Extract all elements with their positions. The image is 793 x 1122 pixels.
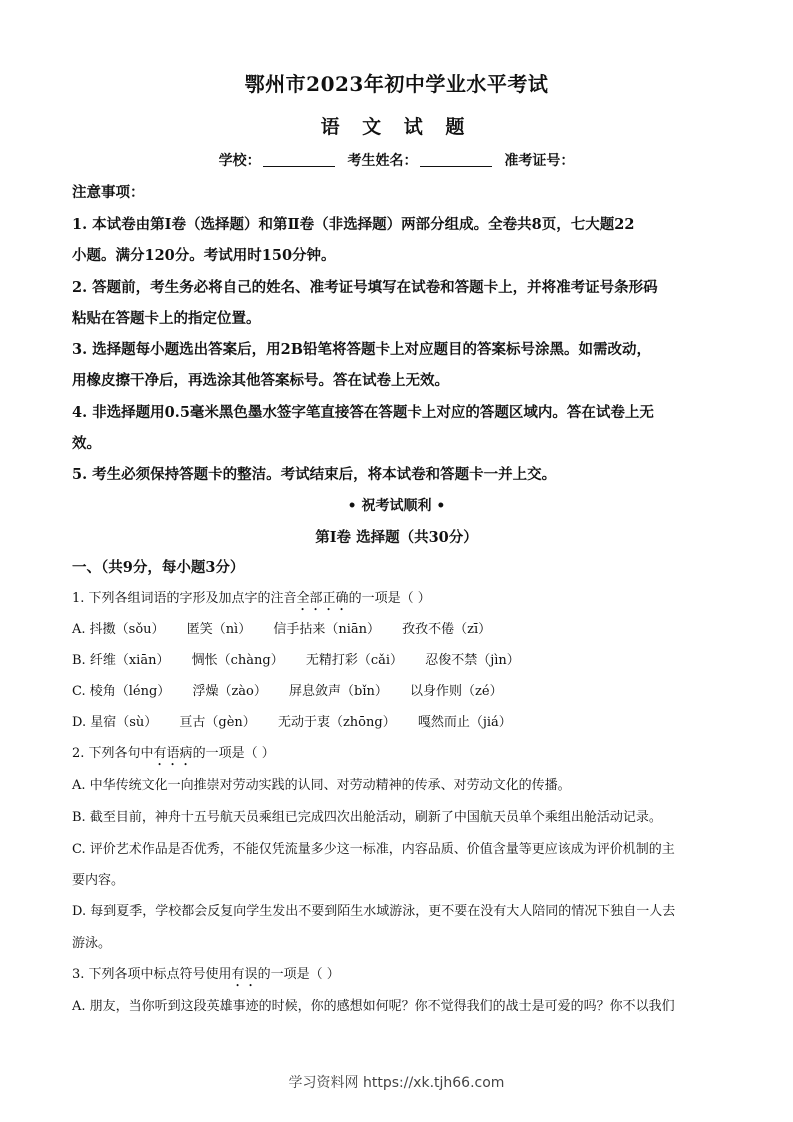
question-2-option-continued: 游泳。 [72,936,112,951]
notice-line: 4. 非选择题用0.5毫米黑色墨水签字笔直接答在答题卡上对应的答题区域内。答在试卷上无 [72,404,654,421]
notice-line: 1. 本试卷由第Ⅰ卷（选择题）和第Ⅱ卷（非选择题）两部分组成。全卷共8页，七大题22 [72,216,635,233]
question-2-stem [72,742,724,769]
stem-text: 的一项是（ ） [348,591,431,606]
option-label: B. [72,653,86,668]
school-label: 学校： [218,153,261,169]
option-item: 纤维（xiān） [89,653,170,668]
question-2-option: D. 每到夏季，学校都会反复向学生发出不要到陌生水域游泳，更不要在没有大人陪同的情况下独自一人去 [72,904,676,919]
option-item: 嘎然而止（jiá） [417,715,512,730]
notice-heading: 注意事项： [72,184,145,201]
stem-text: 3. 下列各项中标点符号使用 [72,967,232,982]
question-1-stem [72,587,724,614]
stem-text: 的一项是（ ） [192,746,275,761]
option-item: 无精打彩（cǎi） [305,653,404,668]
school-blank [263,152,335,167]
question-2-option: C. 评价艺术作品是否优秀，不能仅凭流量多少这一标准，内容品质、价值含量等更应该成为评价机制的主 [72,842,675,857]
emphasized-text: 有语病 [153,746,193,761]
name-blank [420,152,492,167]
question-3-stem [72,963,724,990]
wish-text: • 祝考试顺利 • [347,498,446,514]
option-item: 屏息敛声（bǐn） [289,684,388,699]
notice-line: 5. 考生必须保持答题卡的整洁。考试结束后，将本试卷和答题卡一并上交。 [72,466,557,483]
option-item: 匿笑（nì） [186,622,252,637]
option-item: 浮燥（zào） [192,684,267,699]
question-2-option: B. 截至目前，神舟十五号航天员乘组已完成四次出舱活动，刷新了中国航天员单个乘组出舱活动记录。 [72,810,662,825]
notice-line: 3. 选择题每小题选出答案后，用2B铅笔将答题卡上对应题目的答案标号涂黑。如需改动， [72,341,652,358]
emphasized-text: 全部正确 [296,591,349,606]
option-item: 以身作则（zé） [410,684,503,699]
notice-line: 效。 [72,435,101,452]
footer-watermark: 学习资料网 https://xk.tjh66.com [288,1075,505,1091]
question-3-option: A. 朋友，当你听到这段英雄事迹的时候，你的感想如何呢？你不觉得我们的战士是可爱的吗？你不以我们 [72,999,675,1014]
option-item: 无动于衷（zhōng） [277,715,396,730]
section-one-heading: 一、（共9分，每小题3分） [72,559,245,576]
question-1-option-c [72,680,724,699]
option-label: C. [72,684,86,699]
id-label: 准考证号： [504,153,575,169]
option-item: 星宿（sù） [90,715,158,730]
question-1-option-d [72,711,724,730]
question-2-option-continued: 要内容。 [72,873,125,888]
student-info-line [0,150,793,170]
stem-text: 1. 下列各组词语的字形及加点字的注音 [72,591,297,606]
exam-title: 鄂州市2023年初中学业水平考试 [244,72,549,96]
emphasized-text: 有误 [231,967,258,982]
question-2-option: A. 中华传统文化一向推崇对劳动实践的认同、对劳动精神的传承、对劳动文化的传播。 [72,778,571,793]
option-item: 孜孜不倦（zī） [402,622,492,637]
option-item: 忍俊不禁（jìn） [425,653,520,668]
question-1-option-b [72,649,724,668]
option-item: 惆怅（chàng） [191,653,284,668]
notice-line: 粘贴在答题卡上的指定位置。 [72,310,261,327]
part-one-heading: 第Ⅰ卷 选择题（共30分） [315,529,478,546]
stem-text: 2. 下列各句中 [72,746,154,761]
name-label: 考生姓名： [347,153,418,169]
notice-line: 用橡皮擦干净后，再选涂其他答案标号。答在试卷上无效。 [72,372,449,389]
option-item: 棱角（léng） [89,684,171,699]
option-item: 抖擞（sǒu） [89,622,165,637]
exam-subtitle: 语 文 试 题 [320,116,473,138]
option-label: A. [72,622,86,637]
question-1-option-a [72,618,724,637]
option-item: 亘古（gèn） [179,715,256,730]
option-item: 信手拈来（niān） [273,622,381,637]
notice-line: 小题。满分120分。考试用时150分钟。 [72,247,336,264]
option-label: D. [72,715,87,730]
stem-text: 的一项是（ ） [257,967,340,982]
notice-line: 2. 答题前，考生务必将自己的姓名、准考证号填写在试卷和答题卡上，并将准考证号条形码 [72,279,658,296]
